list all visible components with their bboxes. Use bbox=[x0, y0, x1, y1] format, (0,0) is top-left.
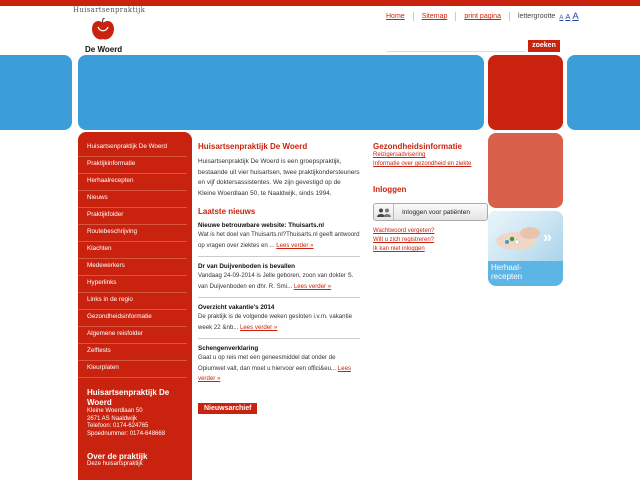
chevron-right-icon: » bbox=[543, 229, 552, 246]
fontsize-large-button[interactable]: A bbox=[572, 11, 579, 22]
health-info-title: Gezondheidsinformatie bbox=[373, 142, 462, 151]
contact-phone: Telefoon: 0174-624765 bbox=[87, 423, 149, 429]
fontsize-medium-button[interactable]: A bbox=[565, 12, 571, 21]
news-item bbox=[198, 339, 360, 390]
sidebar-item-praktijkfolder[interactable]: Praktijkfolder bbox=[78, 208, 187, 225]
sidebar-item-praktijkinformatie[interactable]: Praktijkinformatie bbox=[78, 157, 187, 174]
login-links bbox=[373, 227, 483, 254]
contact-title: Huisartsenpraktijk De Woerd bbox=[87, 388, 170, 407]
banner-tile-right bbox=[567, 55, 640, 130]
contact-emergency: Spoednummer: 0174-648668 bbox=[87, 430, 166, 437]
news-title[interactable]: Schengenverklaring bbox=[198, 345, 259, 352]
sidebar-item-gezondheidsinformatie[interactable]: Gezondheidsinformatie bbox=[78, 310, 187, 327]
sidebar-item-medewerkers[interactable]: Medewerkers bbox=[78, 259, 187, 276]
patient-login-button[interactable] bbox=[373, 203, 488, 221]
search-input[interactable] bbox=[386, 40, 526, 52]
sidebar-item-links-regio[interactable]: Links in de regio bbox=[78, 293, 187, 310]
main-content bbox=[198, 142, 360, 414]
logo-arc-text: Huisartsenpraktijk bbox=[73, 6, 146, 14]
users-icon bbox=[374, 204, 394, 220]
read-more-link[interactable]: Lees verder » bbox=[276, 241, 314, 249]
intro-text: Huisartsenpraktijk De Woerd is een groepspraktijk, bestaande uit vier huisartsen, twee praktijkondersteuners en vijf doktersassistentes. We zijn gevestigd op de Kleine Woerdlaan 50, te Naaldwijk, sinds 1994. bbox=[198, 158, 360, 197]
banner-tile-left bbox=[0, 55, 72, 130]
about-subtext: Deze huisartspraktijk bbox=[87, 461, 143, 467]
about-title: Over de praktijk bbox=[87, 452, 148, 461]
read-more-link[interactable]: Lees verder » bbox=[240, 323, 278, 331]
register-link[interactable]: Wilt u zich registreren? bbox=[373, 237, 435, 243]
right-column bbox=[373, 142, 483, 254]
news-archive-button[interactable]: Nieuwsarchief bbox=[198, 403, 257, 414]
sidebar-item-routebeschrijving[interactable]: Routebeschrijving bbox=[78, 225, 187, 242]
banner-main bbox=[78, 55, 484, 130]
page-title: Huisartsenpraktijk De Woerd bbox=[198, 142, 308, 151]
sidebar-item-klachten[interactable]: Klachten bbox=[78, 242, 187, 259]
divider bbox=[455, 12, 456, 21]
news-body: Wat is het doel van Thuisarts.nl?Thuisarts.nl geeft antwoord op vragen over ziektes en ... Lees verder » bbox=[198, 231, 360, 249]
top-links bbox=[386, 11, 579, 22]
divider bbox=[413, 12, 414, 21]
news-title[interactable]: Nieuwe betrouwbare website: Thuisarts.nl bbox=[198, 222, 324, 229]
sidebar-nav bbox=[78, 132, 192, 480]
fontsize-small-button[interactable]: A bbox=[559, 15, 564, 21]
fontsize-label: lettergrootte bbox=[517, 13, 556, 20]
tile-caption: Herhaal- recepten bbox=[491, 263, 523, 281]
search-button[interactable]: zoeken bbox=[528, 40, 560, 52]
health-info-link[interactable]: Informatie over gezondheid en ziekte bbox=[373, 161, 472, 167]
news-body: Vandaag 24-09-2014 is Jelle geboren, zoon van dokter S. van Duijvenboden en dhr. R. Smi... Lees verder » bbox=[198, 272, 354, 290]
news-body: Gaat u op reis met een geneesmiddel dat onder de Opiumwet valt, dan moet u hiervoor een offici&eu... Lees verder » bbox=[198, 354, 352, 382]
sitemap-link[interactable]: Sitemap bbox=[421, 13, 448, 20]
sidebar-item-hyperlinks[interactable]: Hyperlinks bbox=[78, 276, 187, 293]
contact-city: 2671 AS Naaldwijk bbox=[87, 415, 138, 422]
sidebar-item-zelftests[interactable]: Zelftests bbox=[78, 344, 187, 361]
site-logo[interactable] bbox=[70, 6, 146, 56]
contact-block bbox=[78, 378, 192, 468]
sidebar-item-nieuws[interactable]: Nieuws bbox=[78, 191, 187, 208]
print-link[interactable]: print pagina bbox=[464, 13, 501, 20]
news-item bbox=[198, 257, 360, 298]
sidebar-item-herhaalrecepten[interactable]: Herhaalrecepten bbox=[78, 174, 187, 191]
logo-name: De Woerd bbox=[85, 45, 123, 54]
login-button-label: Inloggen voor patiënten bbox=[402, 208, 470, 216]
news-title[interactable]: Overzicht vakantie's 2014 bbox=[198, 304, 275, 311]
news-title[interactable]: Dr van Duijvenboden is bevallen bbox=[198, 263, 295, 270]
sidebar-item-reisfolder[interactable]: Algemene reisfolder bbox=[78, 327, 187, 344]
home-link[interactable]: Home bbox=[386, 13, 405, 20]
news-heading: Laatste nieuws bbox=[198, 207, 256, 216]
sidebar-item-kleurplaten[interactable]: Kleurplaten bbox=[78, 361, 187, 378]
banner-tile-red bbox=[488, 55, 563, 130]
news-item bbox=[198, 298, 360, 339]
sidebar-item-home[interactable]: Huisartsenpraktijk De Woerd bbox=[78, 140, 187, 157]
read-more-link[interactable]: Lees verder » bbox=[198, 364, 352, 382]
forgot-password-link[interactable]: Wachtwoord vergeten? bbox=[373, 228, 435, 234]
fontsize-switcher bbox=[559, 11, 578, 22]
banner-tile-coral bbox=[488, 133, 563, 208]
login-title: Inloggen bbox=[373, 185, 407, 194]
cannot-login-link[interactable]: Ik kan niet inloggen bbox=[373, 246, 425, 252]
repeat-prescriptions-tile[interactable] bbox=[488, 211, 563, 286]
news-item bbox=[198, 216, 360, 257]
travel-advice-link[interactable]: Reizigersadvisering bbox=[373, 152, 426, 158]
read-more-link[interactable]: Lees verder » bbox=[293, 282, 332, 290]
apple-logo-icon bbox=[90, 18, 116, 42]
contact-street: Kleine Woerdlaan 50 bbox=[87, 408, 143, 414]
news-body: De praktijk is de volgende weken gesloten i.v.m. vakantie week 22 &nb... Lees verder » bbox=[198, 313, 353, 331]
divider bbox=[509, 12, 510, 21]
